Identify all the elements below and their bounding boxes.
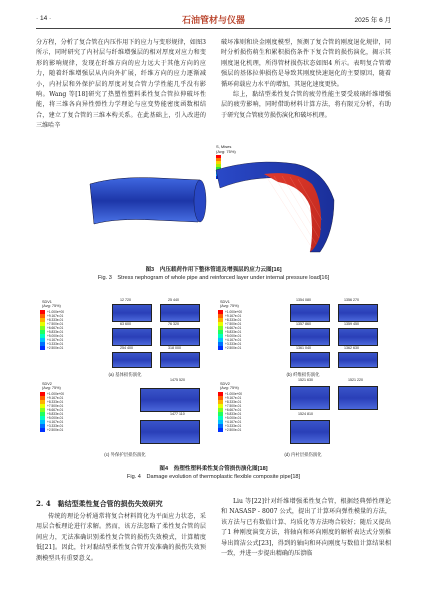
damage-strip	[290, 386, 330, 410]
figure-3	[88, 140, 338, 258]
damage-strip	[338, 386, 378, 410]
stage-value: 1359 450	[344, 322, 359, 326]
damage-strip	[112, 328, 152, 346]
page-header	[36, 12, 391, 29]
figure-4-caption	[36, 465, 391, 481]
damage-strip	[112, 304, 152, 322]
damage-strip	[290, 304, 330, 322]
damage-strip	[290, 328, 330, 346]
panel-title: SDV1 (Avg: 75%)	[42, 300, 61, 308]
damage-legend: +1.000e+00 +9.167e-01 +8.333e-01 +7.500e-01 +6.667e-01 +5.833e-01 +5.000e-01 +4.167e-01 +3.333e-01 +2.500e-01	[40, 392, 64, 432]
panel-b-label: (b) 纤维损伤演化	[286, 372, 320, 377]
damage-strip	[160, 304, 200, 322]
damage-legend: +1.000e+00 +9.167e-01 +8.333e-01 +7.500e-01 +6.667e-01 +5.833e-01 +5.000e-01 +4.167e-01 +3.333e-01 +2.500e-01	[218, 310, 242, 350]
body-paragraph: 传统的理论分析通常将复合材料简化为平面应力状态，采用层合板理论进行求解。然而，该方法忽略了柔性复合管的层间应力，无法准确识别柔性复合管的损伤失效模式，计算精度低[21]。因此，针对黏结型柔性复合管开发准确的损伤失效预测模型具有重要意义。	[36, 513, 206, 562]
stage-value: 63 600	[120, 322, 131, 326]
stage-value: 1521 220	[348, 378, 363, 382]
panel-a-label: (a) 基体损伤演化	[108, 372, 142, 377]
damage-strip	[140, 388, 200, 412]
stage-value: 1475 520	[170, 378, 185, 382]
caption-en: Fig. 3 Stress nephogram of whole pipe and reinforced layer under internal pressure load[16]	[97, 275, 330, 281]
stage-value: 1521 630	[298, 378, 313, 382]
page-number: · 14 ·	[36, 15, 52, 22]
stage-value: 1361 040	[296, 346, 311, 350]
panel-title: SDV1 (Avg: 75%)	[220, 300, 239, 308]
svg-text:(Avg: 75%): (Avg: 75%)	[216, 149, 236, 154]
figure-4-panel-a	[40, 300, 210, 370]
stage-value: 1356 270	[344, 298, 359, 302]
damage-strip	[140, 420, 200, 444]
figure-4-panel-d	[218, 378, 388, 452]
stage-value: 1357 860	[296, 322, 311, 326]
figure-4-panel-c	[40, 378, 210, 452]
damage-strip	[290, 420, 330, 444]
right-column-bottom	[221, 497, 391, 559]
panel-title: SDV2 (Avg: 75%)	[220, 382, 239, 390]
journal-title: 石油管材与仪器	[181, 16, 245, 26]
left-column-top	[36, 38, 206, 132]
figure-3-caption	[36, 266, 391, 282]
left-column-bottom	[36, 512, 206, 564]
stage-value: 76 320	[168, 322, 179, 326]
stage-value: 12 720	[120, 298, 131, 302]
body-paragraph: Liu 等[22]针对纤维增强柔性复合管，根据经典弹性理论和 NASASP - 8007 公式，提出了计算环向弹性模量的方法，该方法与已有数值计算、均质化等方法吻合较好；随后又提出了1 种刚度演变方法，将轴向和环向刚度的解析表达式分别推导出简洁公式[23]，得到的轴向和环向刚度与数值计算结果相一致，并进一步提出精确的压溃临	[221, 498, 391, 558]
stage-value: 25 440	[168, 298, 179, 302]
stage-value: 1477 110	[170, 412, 185, 416]
body-paragraph: 破坏准则和块金刚度模型，预测了复合管的刚度退化规律，同时分析损伤萌生和累积损伤条件下复合管的损伤演化，揭示其刚度退化机理，所得管材损伤状态如图4 所示。表明复合管增强层的基体拉伸损伤是导致其刚度快速退化的主要原因，随着循环荷载应力水平的增加，其退化速度更快。	[221, 39, 391, 88]
damage-strip	[338, 304, 378, 322]
damage-legend: +1.000e+00 +9.167e-01 +8.333e-01 +7.500e-01 +6.667e-01 +5.833e-01 +5.000e-01 +4.167e-01 +3.333e-01 +2.500e-01	[218, 392, 242, 432]
stage-value: 1354 080	[296, 298, 311, 302]
stage-value: 254 400	[120, 346, 133, 350]
body-paragraph: 分方程，分析了复合管在内压作用下的应力与变形规律，如图3 所示，同时研究了内衬层与纤维增强层的相对厚度对应力和变形的影响规律，发现在纤维方向的应力远大于其他方向的应力，随着纤维增强层从内向外扩展，纤维方向的应力逐渐减小，内衬层和外保护层的厚度对复合管力学性能几乎没有影响。Wang 等[18]研究了热塑性塑料柔性复合管拉伸破坏性能，将三维各向异性弹性力学理论与应变势能密度函数相结合，建立了复合管的三维本构关系。在此基础上，引入改进的三维哈辛	[36, 39, 206, 130]
section-heading: 2. 4 黏结型柔性复合管的损伤失效研究	[36, 499, 163, 508]
caption-zh: 图4 热塑性塑料柔性复合管损伤演化图[18]	[159, 466, 268, 472]
caption-zh: 图3 内压载荷作用下整体管道及增强层的应力云图[16]	[145, 267, 282, 273]
damage-strip	[290, 352, 330, 368]
damage-strip	[160, 352, 200, 368]
damage-strip	[338, 328, 378, 346]
damage-strip	[160, 328, 200, 346]
stress-nephogram-image	[88, 140, 338, 258]
issue-date: 2025 年 6 月	[354, 17, 391, 24]
stage-value: 1524 810	[298, 412, 313, 416]
damage-strip	[112, 352, 152, 368]
panel-c-label: (c) 外保护层损伤演化	[104, 452, 146, 457]
body-paragraph: 综上，黏结型柔性复合管的疲劳性能主要受玻璃纤维增强层的疲劳影响，同时借助材料计算方法，将有限元分析，有助于研究复合管疲劳损伤演化和破坏机理。	[221, 91, 391, 119]
stage-value: 318 000	[168, 346, 181, 350]
caption-en: Fig. 4 Damage evolution of thermoplastic flexible composite pipe[18]	[126, 474, 301, 480]
svg-text:S, Mises: S, Mises	[216, 144, 232, 149]
damage-strip	[338, 352, 378, 368]
stage-value: 1362 630	[344, 346, 359, 350]
damage-legend: +1.000e+00 +9.167e-01 +8.333e-01 +7.500e-01 +6.667e-01 +5.833e-01 +5.000e-01 +4.167e-01 +3.333e-01 +2.500e-01	[40, 310, 64, 350]
panel-d-label: (d) 内衬层损伤演化	[284, 452, 322, 457]
panel-title: SDV2 (Avg: 75%)	[42, 382, 61, 390]
figure-4-panel-b	[218, 300, 388, 370]
right-column-top	[221, 38, 391, 121]
